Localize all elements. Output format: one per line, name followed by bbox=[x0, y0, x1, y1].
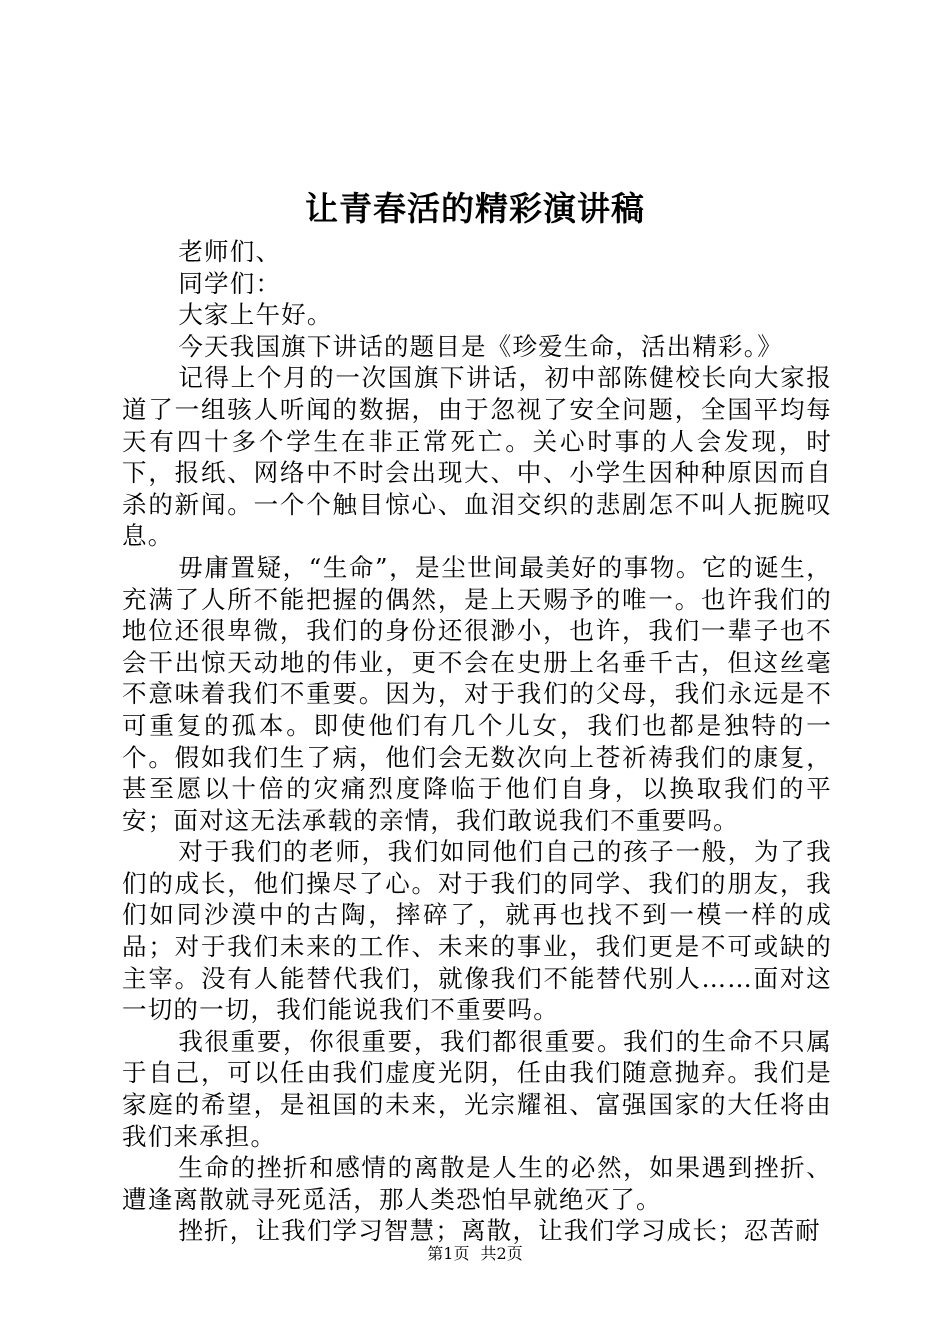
paragraph: 记得上个月的一次国旗下讲话，初中部陈健校长向大家报道了一组骇人听闻的数据，由于忽视了安全问题，全国平均每天有四十多个学生在非正常死亡。关心时事的人会发现，时下，报纸、网络中不时会出现大、中、小学生因种种原因而自杀的新闻。一个个触目惊心、血泪交织的悲剧怎不叫人扼腕叹息。 bbox=[122, 363, 832, 551]
page-footer bbox=[0, 1242, 950, 1266]
paragraph: 毋庸置疑，“生命”，是尘世间最美好的事物。它的诞生，充满了人所不能把握的偶然，是上天赐予的唯一。也许我们的地位还很卑微，我们的身份还很渺小，也许，我们一辈子也不会干出惊天动地的伟业，更不会在史册上名垂千古，但这丝毫不意味着我们不重要。因为，对于我们的父母，我们永远是不可重复的孤本。即使他们有几个儿女，我们也都是独特的一个。假如我们生了病，他们会无数次向上苍祈祷我们的康复，甚至愿以十倍的灾痛烈度降临于他们自身，以换取我们的平安；面对这无法承载的亲情，我们敢说我们不重要吗。 bbox=[122, 552, 832, 835]
paragraph: 大家上午好。 bbox=[178, 300, 333, 330]
paragraph: 生命的挫折和感情的离散是人生的必然，如果遇到挫折、遭逢离散就寻死觅活，那人类恐怕早就绝灭了。 bbox=[122, 1153, 832, 1214]
document-body bbox=[122, 236, 832, 1247]
paragraph: 今天我国旗下讲话的题目是《珍爱生命，活出精彩。》 bbox=[178, 331, 783, 361]
paragraph: 挫折，让我们学习智慧；离散，让我们学习成长；忍苦耐 bbox=[178, 1216, 821, 1246]
paragraph: 老师们、 bbox=[178, 237, 282, 266]
page-number: 第1页 bbox=[427, 1244, 470, 1263]
document-title: 让青春活的精彩演讲稿 bbox=[305, 189, 645, 228]
paragraph: 我很重要，你很重要，我们都很重要。我们的生命不只属于自己，可以任由我们虚度光阴，任由我们随意抛弃。我们是家庭的希望，是祖国的未来，光宗耀祖、富强国家的大任将由我们来承担。 bbox=[122, 1026, 832, 1151]
paragraph: 对于我们的老师，我们如同他们自己的孩子一般，为了我们的成长，他们操尽了心。对于我们的同学、我们的朋友，我们如同沙漠中的古陶，摔碎了，就再也找不到一模一样的成品；对于我们未来的工作、未来的事业，我们更是不可或缺的主宰。没有人能替代我们，就像我们不能替代别人……面对这一切的一切，我们能说我们不重要吗。 bbox=[122, 837, 832, 1025]
page-total: 共2页 bbox=[480, 1244, 523, 1263]
paragraph: 同学们： bbox=[178, 268, 282, 298]
